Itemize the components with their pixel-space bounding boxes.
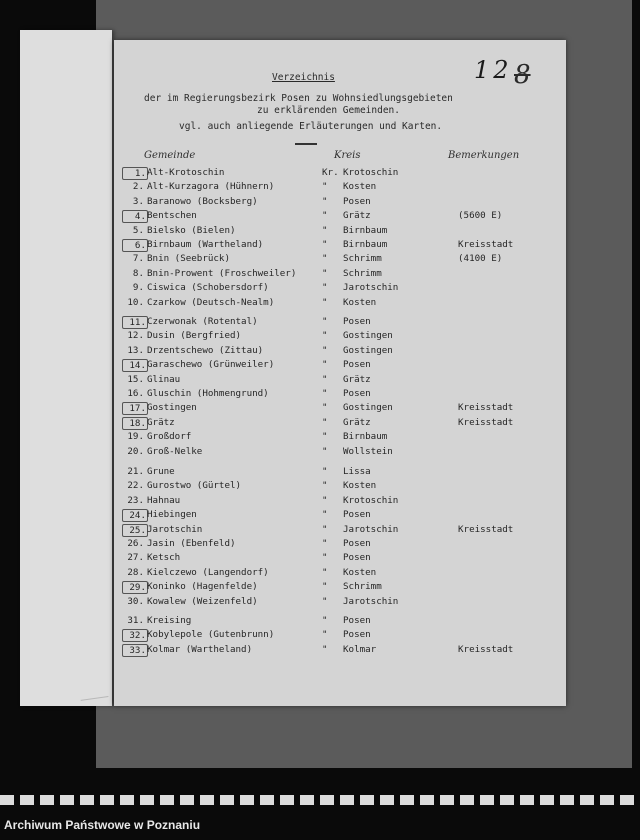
row-number: 11. — [122, 316, 148, 329]
municipality-name: Kowalew (Weizenfeld) — [147, 595, 258, 607]
kreis-prefix: " — [322, 267, 328, 279]
document-page — [114, 40, 566, 706]
kreis-name: Posen — [343, 552, 371, 564]
row-number: 9. — [132, 282, 144, 294]
row-number: 24. — [122, 509, 148, 522]
kreis-prefix: " — [322, 344, 328, 356]
row-number: 25. — [122, 524, 148, 537]
kreis-name: Gostingen — [343, 344, 393, 356]
row-number: 8. — [132, 267, 144, 279]
kreis-name: Grätz — [343, 210, 371, 222]
municipality-name: Kielczewo (Langendorf) — [147, 566, 269, 578]
kreis-prefix: " — [322, 239, 328, 250]
municipality-name: Koninko (Hagenfelde) — [147, 581, 258, 593]
kreis-prefix: " — [322, 629, 328, 641]
crossed-page-number: 8 — [514, 60, 531, 90]
column-header-kreis: Kreis — [334, 150, 361, 161]
kreis-prefix: " — [322, 431, 328, 443]
row-number: 26. — [127, 538, 144, 549]
kreis-name: Gostingen — [343, 402, 393, 414]
kreis-name: Posen — [343, 629, 371, 641]
municipality-name: Kreising — [147, 615, 192, 626]
remark-text: Kreisstadt — [458, 643, 514, 655]
row-number: 17. — [122, 402, 148, 415]
film-strip-edge — [0, 795, 640, 805]
kreis-name: Posen — [343, 195, 371, 207]
municipality-name: Drzentschewo (Zittau) — [147, 344, 264, 356]
table-row — [114, 431, 566, 444]
municipality-name: Garaschewo (Grünweiler) — [147, 359, 275, 371]
row-number: 32. — [122, 629, 148, 642]
page-number: 12 — [474, 56, 513, 84]
remark-text: Kreisstadt — [458, 402, 514, 414]
kreis-prefix: " — [322, 523, 328, 535]
municipality-name: Birnbaum (Wartheland) — [147, 239, 264, 250]
table-row — [114, 509, 566, 522]
kreis-name: Posen — [343, 615, 371, 626]
kreis-prefix: " — [322, 388, 328, 399]
row-number: 28. — [127, 566, 144, 578]
table-row — [114, 417, 566, 430]
remark-text: (4100 E) — [458, 253, 503, 265]
kreis-name: Krotoschin — [343, 494, 399, 506]
table-row — [114, 402, 566, 415]
municipality-name: Ciswica (Schobersdorf) — [147, 282, 269, 294]
table-row — [114, 282, 566, 295]
kreis-name: Posen — [343, 388, 371, 399]
kreis-prefix: " — [322, 296, 328, 308]
municipality-name: Czerwonak (Rotental) — [147, 316, 258, 327]
kreis-prefix: " — [322, 330, 328, 342]
row-number: 12. — [127, 330, 144, 342]
municipality-name: Grune — [147, 466, 175, 477]
municipality-name: Bentschen — [147, 210, 197, 222]
kreis-prefix: " — [322, 566, 328, 578]
kreis-prefix: " — [322, 494, 328, 506]
pencil-mark — [80, 688, 109, 701]
row-number: 33. — [122, 644, 148, 657]
table-row — [114, 196, 566, 209]
kreis-prefix: " — [322, 615, 328, 626]
kreis-prefix: " — [322, 466, 328, 477]
kreis-prefix: " — [322, 509, 328, 521]
kreis-name: Grätz — [343, 373, 371, 385]
kreis-prefix: " — [322, 210, 328, 222]
kreis-name: Schrimm — [343, 581, 382, 593]
municipality-name: Groß-Nelke — [147, 445, 203, 457]
kreis-name: Birnbaum — [343, 431, 388, 443]
municipality-name: Alt-Kurzagora (Hühnern) — [147, 181, 275, 193]
kreis-name: Jarotschin — [343, 282, 399, 294]
kreis-name: Birnbaum — [343, 224, 388, 236]
kreis-prefix: " — [322, 595, 328, 607]
document-subtitle-line-1: der im Regierungsbezirk Posen zu Wohnsiedlungsgebieten — [144, 93, 453, 104]
table-row — [114, 615, 566, 628]
kreis-name: Posen — [343, 359, 371, 371]
table-row — [114, 268, 566, 281]
kreis-name: Gostingen — [343, 330, 393, 342]
table-row — [114, 524, 566, 537]
document-subtitle-line-2: zu erklärenden Gemeinden. — [257, 105, 400, 116]
table-row — [114, 629, 566, 642]
kreis-name: Lissa — [343, 466, 371, 477]
kreis-prefix: " — [322, 643, 328, 655]
kreis-name: Posen — [343, 538, 371, 549]
kreis-name: Kosten — [343, 296, 377, 308]
document-title: Verzeichnis — [272, 72, 335, 83]
table-row — [114, 466, 566, 479]
kreis-prefix: " — [322, 282, 328, 294]
kreis-name: Wollstein — [343, 445, 393, 457]
row-number: 16. — [127, 388, 144, 399]
row-number: 15. — [127, 373, 144, 385]
row-number: 4. — [122, 210, 148, 223]
municipality-name: Bnin-Prowent (Froschweiler) — [147, 267, 297, 279]
kreis-name: Posen — [343, 316, 371, 327]
kreis-prefix: " — [322, 581, 328, 593]
table-row — [114, 446, 566, 459]
table-row — [114, 374, 566, 387]
kreis-prefix: " — [322, 416, 328, 428]
row-number: 20. — [127, 445, 144, 457]
table-row — [114, 388, 566, 401]
kreis-name: Schrimm — [343, 253, 382, 265]
table-row — [114, 644, 566, 657]
kreis-name: Krotoschin — [343, 167, 399, 178]
row-number: 29. — [122, 581, 148, 594]
table-row — [114, 538, 566, 551]
table-row — [114, 181, 566, 194]
kreis-prefix: " — [322, 538, 328, 549]
remark-text: (5600 E) — [458, 210, 503, 222]
column-header-gemeinde: Gemeinde — [144, 150, 196, 161]
municipality-name: Bnin (Seebrück) — [147, 253, 230, 265]
column-header-bemerkungen: Bemerkungen — [448, 150, 520, 161]
kreis-name: Grätz — [343, 416, 371, 428]
kreis-name: Birnbaum — [343, 239, 388, 250]
table-row — [114, 239, 566, 252]
kreis-prefix: Kr. — [322, 167, 339, 178]
municipality-name: Baranowo (Bocksberg) — [147, 195, 258, 207]
row-number: 5. — [132, 224, 144, 236]
remark-text: Kreisstadt — [458, 523, 514, 535]
row-number: 22. — [127, 480, 144, 492]
kreis-prefix: " — [322, 253, 328, 265]
table-row — [114, 495, 566, 508]
municipality-name: Jarotschin — [147, 523, 203, 535]
table-row — [114, 297, 566, 310]
kreis-name: Jarotschin — [343, 523, 399, 535]
row-number: 30. — [127, 595, 144, 607]
kreis-prefix: " — [322, 373, 328, 385]
kreis-prefix: " — [322, 402, 328, 414]
kreis-prefix: " — [322, 181, 328, 193]
table-row — [114, 345, 566, 358]
remark-text: Kreisstadt — [458, 416, 514, 428]
archive-label: Archiwum Państwowe w Poznaniu — [4, 818, 201, 832]
municipality-name: Hahnau — [147, 494, 181, 506]
municipality-name: Glinau — [147, 373, 181, 385]
row-number: 19. — [127, 431, 144, 443]
title-divider — [295, 143, 317, 145]
kreis-prefix: " — [322, 359, 328, 371]
kreis-prefix: " — [322, 445, 328, 457]
row-number: 1. — [122, 167, 148, 180]
table-row — [114, 480, 566, 493]
kreis-prefix: " — [322, 224, 328, 236]
kreis-prefix: " — [322, 480, 328, 492]
municipality-name: Gluschin (Hohmengrund) — [147, 388, 269, 399]
row-number: 23. — [127, 494, 144, 506]
row-number: 14. — [122, 359, 148, 372]
table-row — [114, 330, 566, 343]
row-number: 27. — [127, 552, 144, 564]
municipality-name: Ketsch — [147, 552, 181, 564]
municipality-name: Grätz — [147, 416, 175, 428]
row-number: 13. — [127, 344, 144, 356]
municipality-name: Czarkow (Deutsch-Nealm) — [147, 296, 275, 308]
municipality-name: Gurostwo (Gürtel) — [147, 480, 242, 492]
table-row — [114, 210, 566, 223]
remark-text: Kreisstadt — [458, 239, 514, 250]
municipality-name: Hiebingen — [147, 509, 197, 521]
row-number: 31. — [127, 615, 144, 626]
kreis-name: Schrimm — [343, 267, 382, 279]
kreis-prefix: " — [322, 195, 328, 207]
municipality-name: Kobylepole (Gutenbrunn) — [147, 629, 275, 641]
row-number: 7. — [132, 253, 144, 265]
table-row — [114, 596, 566, 609]
kreis-name: Kosten — [343, 566, 377, 578]
table-row — [114, 225, 566, 238]
table-row — [114, 552, 566, 565]
municipality-name: Bielsko (Bielen) — [147, 224, 236, 236]
document-subtitle-line-3: vgl. auch anliegende Erläuterungen und Karten. — [179, 121, 443, 132]
kreis-name: Kolmar — [343, 643, 377, 655]
kreis-prefix: " — [322, 552, 328, 564]
municipality-name: Jasin (Ebenfeld) — [147, 538, 236, 549]
table-row — [114, 253, 566, 266]
row-number: 21. — [127, 466, 144, 477]
row-number: 10. — [127, 296, 144, 308]
table-row — [114, 567, 566, 580]
left-sheet-edge — [20, 30, 112, 706]
table-row — [114, 167, 566, 180]
row-number: 3. — [132, 195, 144, 207]
municipality-name: Kolmar (Wartheland) — [147, 643, 253, 655]
kreis-name: Kosten — [343, 480, 377, 492]
kreis-name: Kosten — [343, 181, 377, 193]
kreis-prefix: " — [322, 316, 328, 327]
row-number: 18. — [122, 417, 148, 430]
municipality-name: Gostingen — [147, 402, 197, 414]
table-row — [114, 581, 566, 594]
kreis-name: Jarotschin — [343, 595, 399, 607]
table-row — [114, 359, 566, 372]
municipality-name: Großdorf — [147, 431, 192, 443]
table-row — [114, 316, 566, 329]
kreis-name: Posen — [343, 509, 371, 521]
row-number: 6. — [122, 239, 148, 252]
row-number: 2. — [132, 181, 144, 193]
municipality-name: Dusin (Bergfried) — [147, 330, 242, 342]
municipality-name: Alt-Krotoschin — [147, 167, 225, 178]
